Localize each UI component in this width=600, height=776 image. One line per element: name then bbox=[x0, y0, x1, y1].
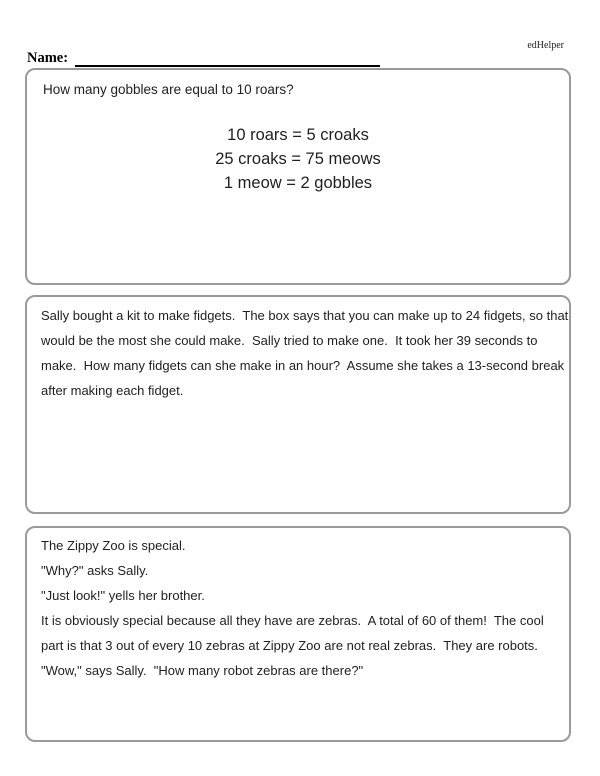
equation-line: 25 croaks = 75 meows bbox=[215, 150, 381, 168]
problem-box-3 bbox=[25, 526, 571, 742]
problem3-text-line: "Why?" asks Sally. bbox=[41, 563, 149, 578]
problem3-text-line: part is that 3 out of every 10 zebras at Zippy Zoo are not real zebras. They are robots. bbox=[41, 638, 538, 653]
problem2-text-line: make. How many fidgets can she make in an hour? Assume she takes a 13-second break bbox=[41, 358, 565, 373]
problem-box-2 bbox=[25, 295, 571, 514]
problem1-question: How many gobbles are equal to 10 roars? bbox=[43, 82, 294, 97]
problem2-text-line: after making each fidget. bbox=[41, 383, 184, 398]
edhelper-logo: edHelper bbox=[527, 40, 564, 51]
equation-line: 10 roars = 5 croaks bbox=[227, 126, 369, 144]
problem-box-1 bbox=[25, 68, 571, 285]
problem3-text-line: "Just look!" yells her brother. bbox=[41, 588, 205, 603]
name-row bbox=[27, 50, 380, 67]
problem3-text-line: The Zippy Zoo is special. bbox=[41, 538, 186, 553]
problem2-text-line: would be the most she could make. Sally tried to make one. It took her 39 seconds to bbox=[41, 333, 538, 348]
equation-line: 1 meow = 2 gobbles bbox=[223, 174, 373, 192]
problem2-text-line: Sally bought a kit to make fidgets. The box says that you can make up to 24 fidgets, so that bbox=[41, 308, 569, 323]
name-label: Name: bbox=[27, 50, 69, 66]
problem1-equations bbox=[43, 123, 553, 195]
problem3-text-line: "Wow," says Sally. "How many robot zebras are there?" bbox=[41, 663, 364, 678]
name-blank-line bbox=[75, 51, 380, 67]
problem3-text-line: It is obviously special because all they have are zebras. A total of 60 of them! The cool bbox=[41, 613, 544, 628]
